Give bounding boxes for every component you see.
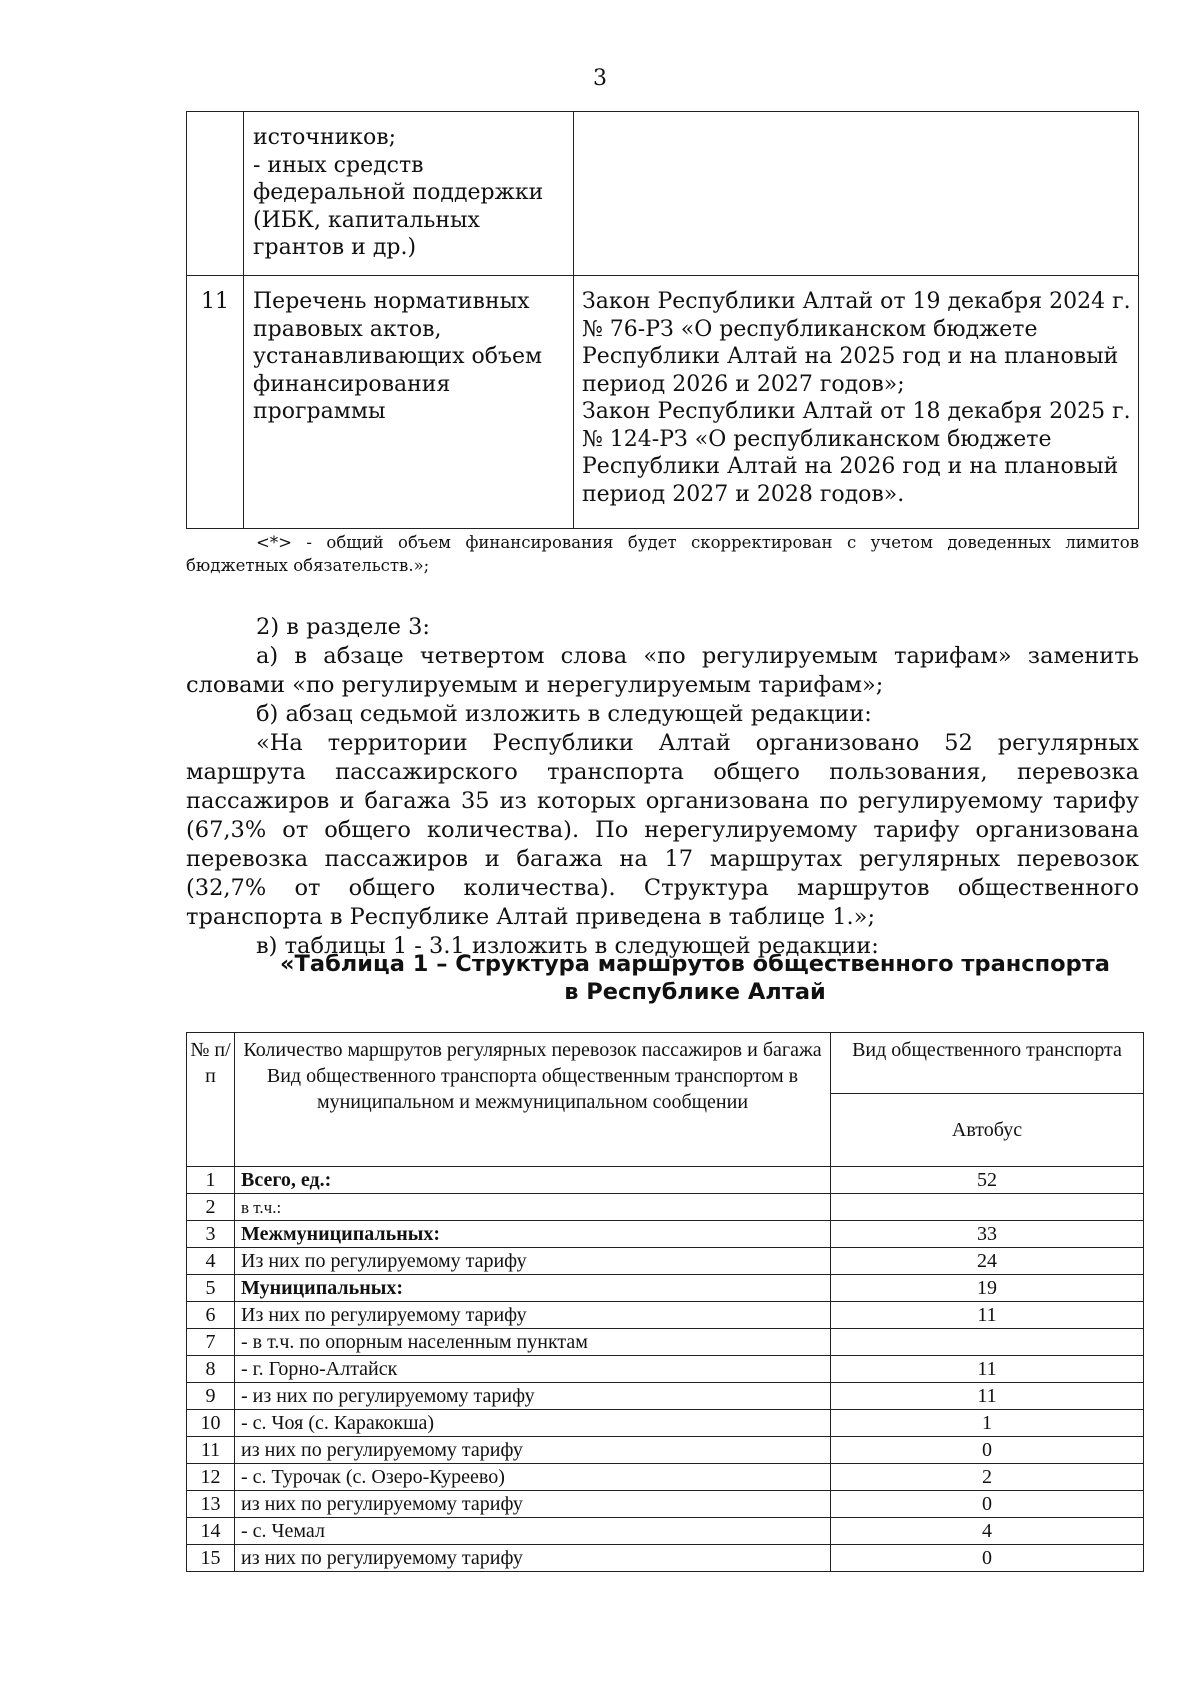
row-number: 15 (187, 1545, 235, 1572)
row-label: в т.ч.: (235, 1194, 831, 1221)
row-number: 11 (187, 1437, 235, 1464)
row-label: - с. Чемал (235, 1518, 831, 1545)
header-number: № п/п (187, 1033, 235, 1167)
table-row (187, 1275, 1144, 1302)
row-number: 1 (187, 1167, 235, 1194)
row-value: 19 (831, 1275, 1144, 1302)
row-number: 11 (187, 276, 244, 529)
table-row (187, 1491, 1144, 1518)
header-col1-bottom: Вид общественного транспорта общественным транспортом в муниципальном и межмуниципальном сообщении (266, 1065, 799, 1113)
row-value: 11 (831, 1302, 1144, 1329)
table-body (187, 1167, 1144, 1572)
row-value: 0 (831, 1545, 1144, 1572)
row-label: из них по регулируемому тарифу (235, 1437, 831, 1464)
paragraph: а) в абзаце четвертом слова «по регулируемым тарифам» заменить словами «по регулируемым и нерегулируемым тарифам»; (186, 643, 1139, 698)
page-number: 3 (593, 66, 607, 91)
row-value: 4 (831, 1518, 1144, 1545)
row-label: - с. Чоя (с. Каракокша) (235, 1410, 831, 1437)
paragraph: в) таблицы 1 - 3.1 изложить в следующей редакции: (256, 933, 879, 959)
row-label: Из них по регулируемому тарифу (235, 1248, 831, 1275)
row-value: 24 (831, 1248, 1144, 1275)
row-number: 8 (187, 1356, 235, 1383)
row-value: Закон Республики Алтай от 19 декабря 2024 г. № 76-РЗ «О республиканском бюджете Республики Алтай на 2025 год и на плановый период 2026 и 2027 годов»; Закон Республики Алтай от 18 декабря 2025 г. № 124-РЗ «О республиканском бюджете Республики Алтай на 2026 год и на плановый период 2027 и 2028 годов». (574, 276, 1139, 529)
row-value (831, 1194, 1144, 1221)
table-row (187, 1518, 1144, 1545)
row-label: - с. Турочак (с. Озеро-Куреево) (235, 1464, 831, 1491)
row-value: 1 (831, 1410, 1144, 1437)
row-value (574, 112, 1139, 276)
table-row (187, 1248, 1144, 1275)
row-label: Из них по регулируемому тарифу (235, 1302, 831, 1329)
row-number: 10 (187, 1410, 235, 1437)
table-row (187, 1383, 1144, 1410)
table-row (187, 1221, 1144, 1248)
table-row (187, 1356, 1144, 1383)
row-value (831, 1329, 1144, 1356)
table-row (187, 1302, 1144, 1329)
table-row (187, 1329, 1144, 1356)
row-value: 52 (831, 1167, 1144, 1194)
program-passport-table (186, 111, 1139, 529)
paragraph: «На территории Республики Алтай организовано 52 регулярных маршрута пассажирского транспорта общего пользования, перевозка пассажиров и багажа 35 из которых организована по регулируемому тарифу (67,3% от общего количества). По нерегулируемому тарифу организована перевозка пассажиров и багажа на 17 маршрутах регулярных перевозок (32,7% от общего количества). Структура маршрутов общественного транспорта в Республике Алтай приведена в таблице 1.»; (186, 730, 1139, 930)
row-value: 11 (831, 1356, 1144, 1383)
row-number: 13 (187, 1491, 235, 1518)
table-row (187, 276, 1139, 529)
table-row (187, 112, 1139, 276)
row-label: из них по регулируемому тарифу (235, 1545, 831, 1572)
row-label: - г. Горно-Алтайск (235, 1356, 831, 1383)
row-number: 6 (187, 1302, 235, 1329)
table-row (187, 1437, 1144, 1464)
table-row (187, 1194, 1144, 1221)
row-label: - из них по регулируемому тарифу (235, 1383, 831, 1410)
table-row (187, 1410, 1144, 1437)
header-col1-top: Количество маршрутов регулярных перевозок пассажиров и багажа (243, 1039, 822, 1061)
table-title: «Таблица 1 – Структура маршрутов общественного транспорта в Республике Алтай (280, 951, 1110, 1005)
row-number: 4 (187, 1248, 235, 1275)
header-col1 (235, 1033, 831, 1167)
row-number: 2 (187, 1194, 235, 1221)
row-value: 2 (831, 1464, 1144, 1491)
table-row (187, 1545, 1144, 1572)
row-value: 0 (831, 1437, 1144, 1464)
row-label: Межмуниципальных: (235, 1221, 831, 1248)
row-value: 11 (831, 1383, 1144, 1410)
paragraph: 2) в разделе 3: (256, 614, 430, 640)
row-label: - в т.ч. по опорным населенным пунктам (235, 1329, 831, 1356)
row-number: 7 (187, 1329, 235, 1356)
row-number: 3 (187, 1221, 235, 1248)
table-row (187, 1167, 1144, 1194)
routes-structure-table (186, 1032, 1144, 1572)
row-label: Муниципальных: (235, 1275, 831, 1302)
row-number (187, 112, 244, 276)
footnote: <*> - общий объем финансирования будет скорректирован с учетом доведенных лимитов бюджетных обязательств.»; (186, 533, 1139, 575)
row-number: 14 (187, 1518, 235, 1545)
row-name: Перечень нормативных правовых актов, устанавливающих объем финансирования программы (244, 276, 574, 529)
amendment-text (186, 613, 1139, 961)
header-col2-top: Вид общественного транспорта (831, 1033, 1144, 1094)
row-label: из них по регулируемому тарифу (235, 1491, 831, 1518)
paragraph: б) абзац седьмой изложить в следующей редакции: (256, 701, 872, 727)
row-value: 33 (831, 1221, 1144, 1248)
row-name: источников; - иных средств федеральной поддержки (ИБК, капитальных грантов и др.) (244, 112, 574, 276)
row-number: 5 (187, 1275, 235, 1302)
row-label: Всего, ед.: (235, 1167, 831, 1194)
row-value: 0 (831, 1491, 1144, 1518)
table-header-row (187, 1033, 1144, 1094)
row-number: 9 (187, 1383, 235, 1410)
header-col2-bottom: Автобус (831, 1094, 1144, 1167)
table-row (187, 1464, 1144, 1491)
row-number: 12 (187, 1464, 235, 1491)
